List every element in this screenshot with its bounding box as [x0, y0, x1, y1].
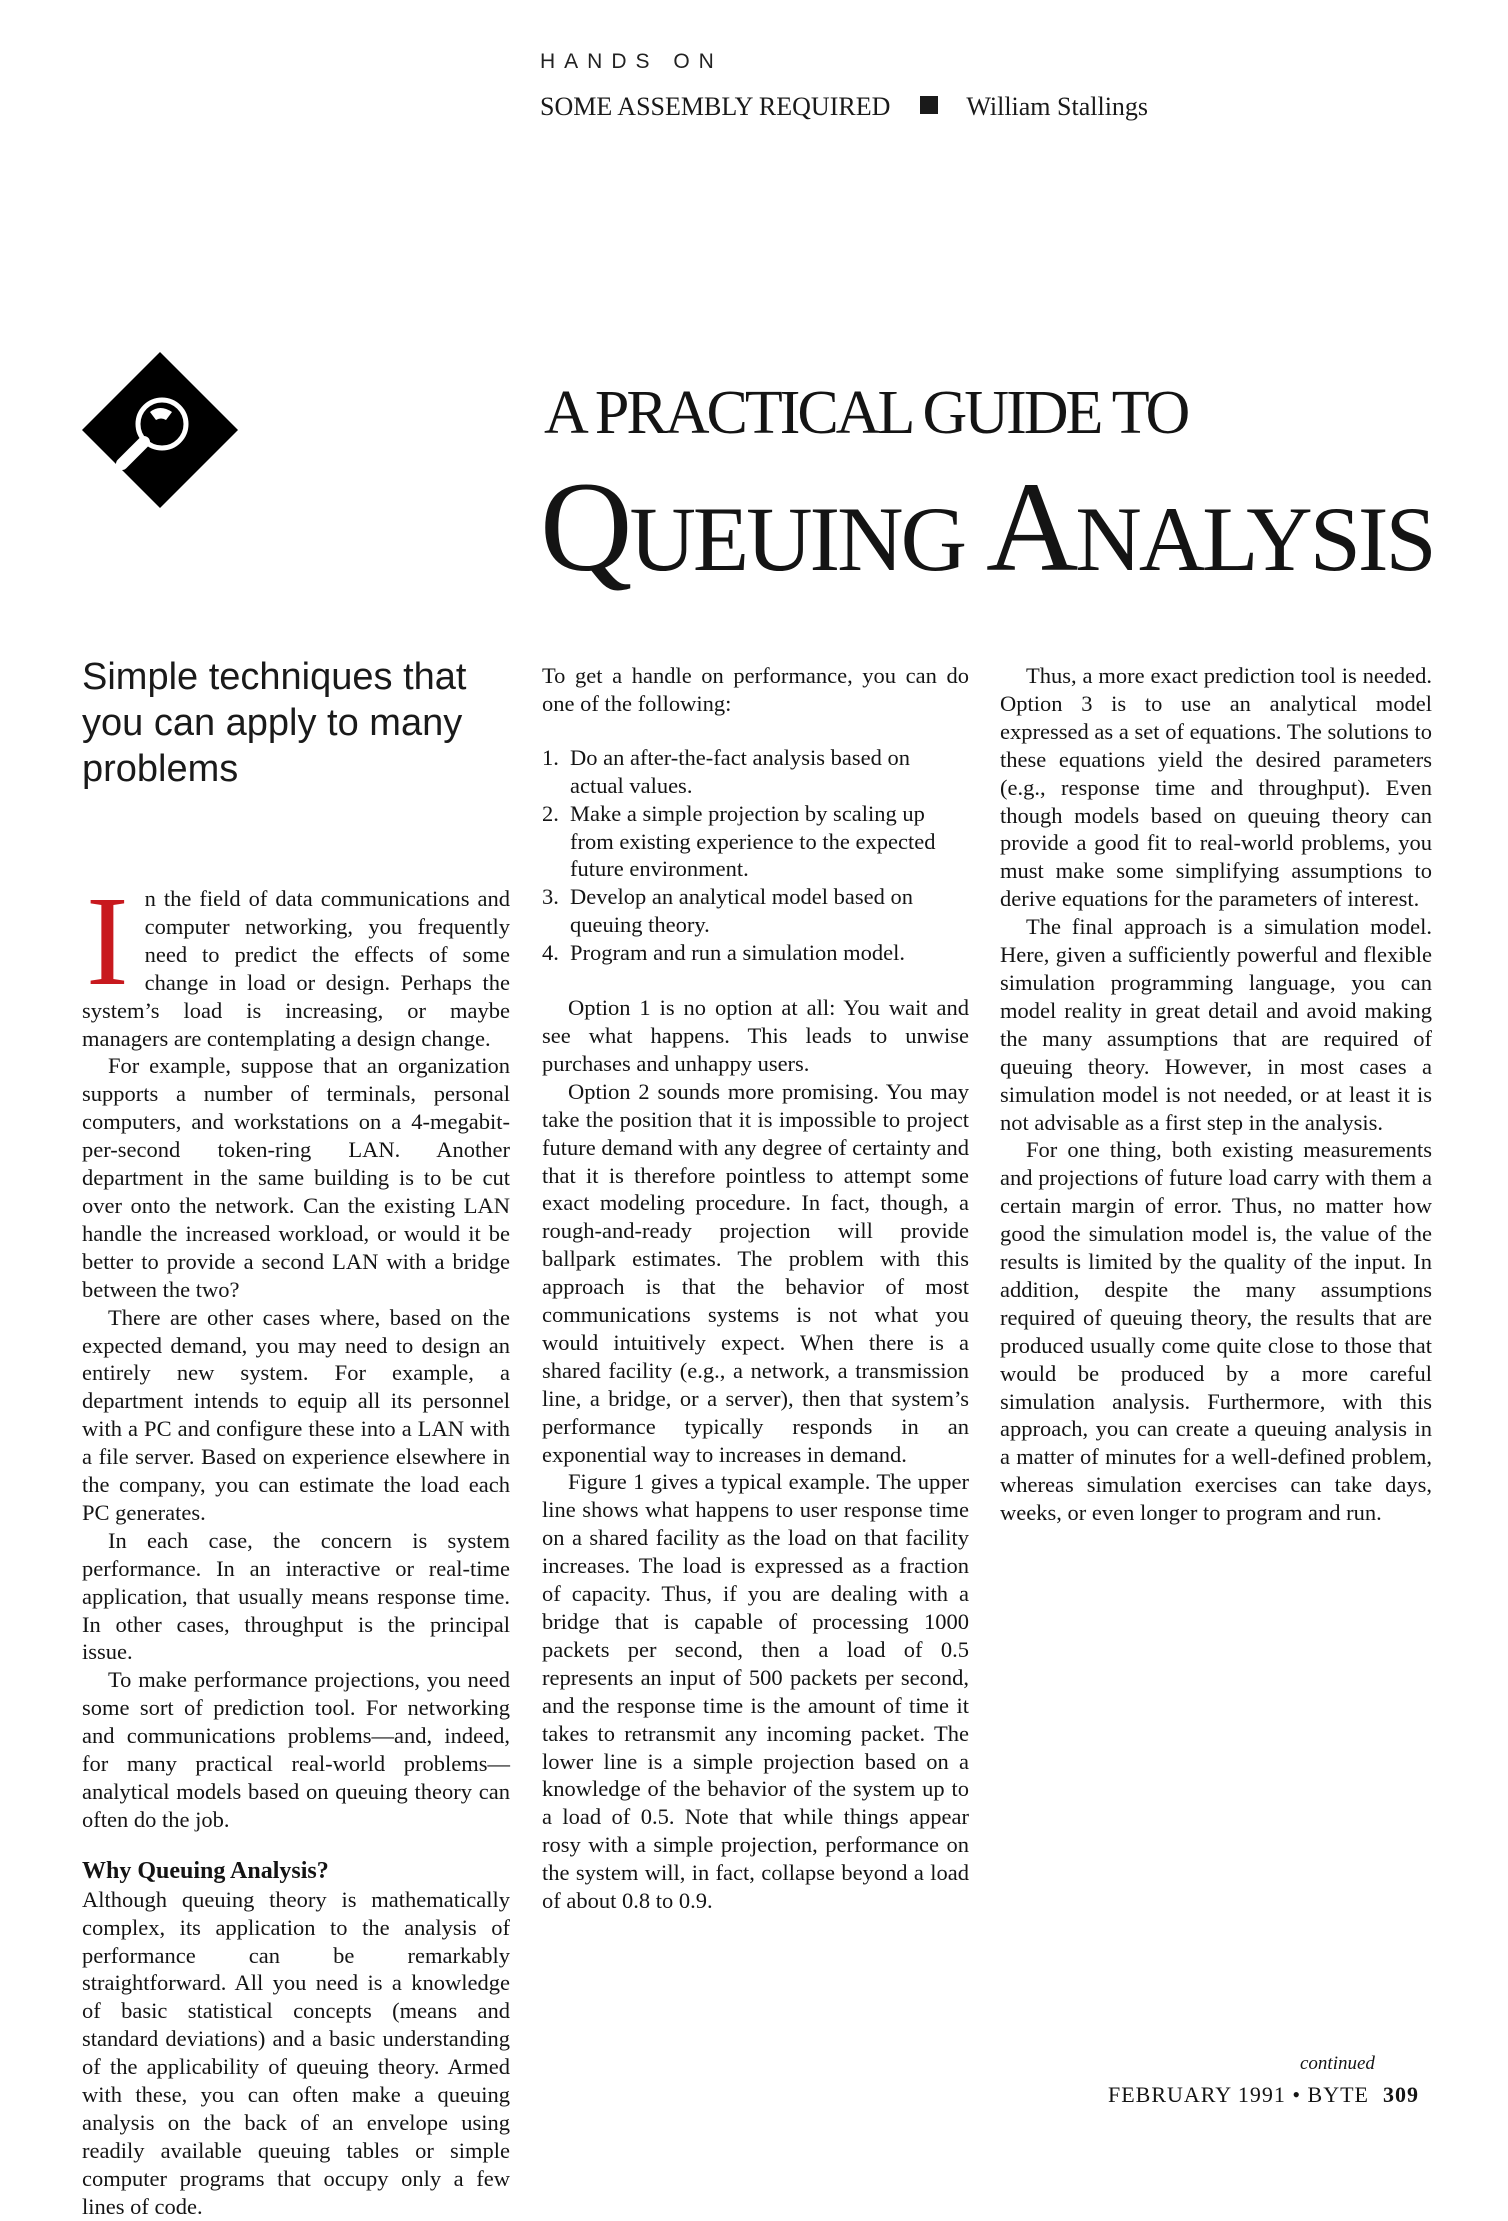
list-item	[542, 800, 969, 884]
list-number: 3.	[542, 884, 559, 910]
list-item	[542, 939, 969, 967]
paragraph: To make performance projections, you need some sort of prediction tool. For networking and communications problems—and, indeed, for many practical real-world problems—analytical models based on queuing theory can often do the job.	[82, 1667, 510, 1832]
paragraph: For one thing, both existing measurements and projections of future load carry with them a certain margin of error. Thus, no matter how good the simulation model is, the value of the results is limited by the quality of the input. In addition, despite the many assumptions required of queuing theory, the results that are produced usually come quite close to those that would be produced by a more careful simulation analysis. Furthermore, with this approach, you can create a queuing analysis in a matter of minutes for a well-defined problem, whereas simulation exercises can take days, weeks, or even longer to program and run.	[1000, 1137, 1432, 1526]
list-text: Make a simple projection by scaling up from existing experience to the expected future environment.	[570, 800, 936, 882]
author-name: William Stallings	[966, 92, 1149, 121]
title-word-nalysis: NALYSIS	[1075, 488, 1434, 590]
paragraph-text: n the field of data communications and computer networking, you frequently need to predict the effects of some change in load or design. Perhaps the system’s load is increasing, or maybe managers are contemplating a design change.	[82, 886, 510, 1051]
list-text: Develop an analytical model based on queuing theory.	[570, 884, 914, 938]
list-number: 4.	[542, 940, 559, 966]
list-item	[542, 744, 969, 800]
section-label: HANDS ON	[540, 50, 723, 73]
paragraph: For example, suppose that an organization supports a number of terminals, personal computers, and workstations on a 4-megabit-per-second token-ring LAN. Another department in the same building is to be cut over onto the network. Can the existing LAN handle the increased workload, or would it be better to provide a second LAN with a bridge between the two?	[82, 1053, 510, 1302]
subhead: Why Queuing Analysis?	[82, 1857, 329, 1884]
title-initial-a: A	[985, 456, 1076, 598]
paragraph: The final approach is a simulation model. Here, given a sufficiently powerful and flexible simulation programming language, you can model reality in great detail and avoid making the many assumptions that are required of queuing theory. However, in most cases a simulation model is not needed, or at least it is not advisable as a first step in the analysis.	[1000, 914, 1432, 1135]
paragraph: There are other cases where, based on the expected demand, you may need to design an entirely new system. For example, a department intends to equip all its personnel with a PC and configure these into a LAN with a file server. Based on experience elsewhere in the company, you can estimate the load each PC generates.	[82, 1304, 510, 1525]
paragraph: Option 2 sounds more promising. You may take the position that it is impossible to project future demand with any degree of certainty and that it is therefore pointless to attempt some exact modeling procedure. In fact, though, a rough-and-ready projection will provide ballpark estimates. The problem with this approach is that the behavior of most communications systems is not what you would intuitively expect. When there is a shared facility (e.g., a network, a transmission line, a bridge, or a server), then that system’s performance typically responds in an exponential way to increases in demand.	[542, 1078, 969, 1467]
column-header	[540, 92, 1148, 122]
title-word-ueuing: UEUING	[629, 488, 965, 590]
paragraph: Thus, a more exact prediction tool is needed. Option 3 is to use an analytical model expressed as a set of equations. The solutions to these equations yield the desired parameters (e.g., response time and throughput). Even though models based on queuing theory can provide a good fit to real-world problems, you must make some simplifying assumptions to derive equations for the parameters of interest.	[1000, 663, 1432, 912]
list-text: Program and run a simulation model.	[570, 940, 905, 966]
drop-cap: I	[86, 870, 129, 1012]
body-column-3	[1000, 662, 1432, 1527]
column-name: SOME ASSEMBLY REQUIRED	[540, 92, 891, 121]
body-column-2	[542, 662, 969, 1915]
body-column-1	[82, 870, 510, 2221]
deck-subtitle: Simple techniques that you can apply to many problems	[82, 656, 467, 790]
page-number: 309	[1382, 2082, 1419, 2107]
title-line-2	[540, 456, 1434, 598]
separator-square	[920, 96, 938, 114]
paragraph: Option 1 is no option at all: You wait and see what happens. This leads to unwise purchases and unhappy users.	[542, 995, 969, 1076]
paragraph: Figure 1 gives a typical example. The upper line shows what happens to user response time on a shared facility as the load on that facility increases. The load is expressed as a fraction of capacity. Thus, if you are dealing with a bridge that is capable of processing 1000 packets per second, then a load of 0.5 represents an input of 500 packets per second, and the response time is the amount of time it takes to retransmit any incoming packet. The lower line is a simple projection based on a knowledge of the behavior of the system up to a load of 0.5. Note that while things appear rosy with a simple projection, performance on the system will, in fact, collapse beyond a load of about 0.8 to 0.9.	[542, 1469, 969, 1914]
continued-label: continued	[1300, 2053, 1375, 2074]
paragraph	[82, 870, 510, 1052]
options-list	[542, 744, 969, 967]
list-number: 2.	[542, 800, 559, 826]
list-number: 1.	[542, 744, 559, 770]
list-item	[542, 883, 969, 939]
list-text: Do an after-the-fact analysis based on actual values.	[570, 744, 911, 798]
title-initial-q: Q	[540, 456, 630, 598]
wrench-magnifier-icon	[80, 350, 240, 510]
paragraph: Although queuing theory is mathematically complex, its application to the analysis of performance can be remarkably straightforward. All you need is a knowledge of basic statistical concepts (means and standard deviations) and a basic understanding of the applicability of queuing theory. Armed with these, you can often make a queuing analysis on the back of an envelope using readily available queuing tables or simple computer programs that occupy only a few lines of code.	[82, 1886, 510, 2219]
issue-label: FEBRUARY 1991 • BYTE	[1108, 2082, 1369, 2107]
paragraph: In each case, the concern is system performance. In an interactive or real-time application, that usually means response time. In other cases, throughput is the principal issue.	[82, 1527, 510, 1665]
paragraph: To get a handle on performance, you can do one of the following:	[542, 663, 969, 716]
page-footer	[1108, 2082, 1419, 2108]
title-line-1: A PRACTICAL GUIDE TO	[544, 379, 1188, 447]
